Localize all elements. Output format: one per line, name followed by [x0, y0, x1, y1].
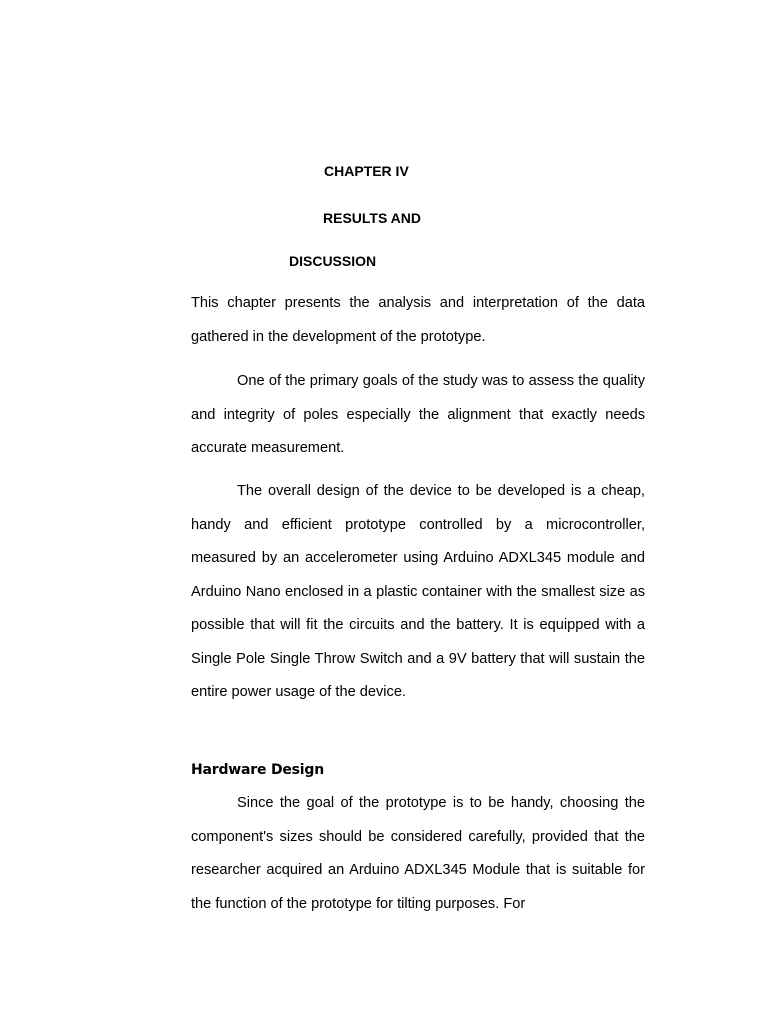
chapter-label: CHAPTER IV: [324, 163, 409, 179]
design-paragraph: The overall design of the device to be developed is a cheap, handy and efficient prototype controlled by a microcontroller, measured by an accelerometer using Arduino ADXL345 module and Arduino Nano enclosed in a plastic container with the smallest size as possible that will fit the circuits and the battery. It is equipped with a Single Pole Single Throw Switch and a 9V battery that will sustain the entire power usage of the device.: [191, 483, 645, 700]
intro-paragraph: This chapter presents the analysis and interpretation of the data gathered in the development of the prototype.: [191, 295, 645, 345]
hardware-paragraph: Since the goal of the prototype is to be handy, choosing the component's sizes should be considered carefully, provided that the researcher acquired an Arduino ADXL345 Module that is suitable for the function of the prototype for tilting purposes. For: [191, 795, 645, 912]
chapter-title-line-2: DISCUSSION: [289, 253, 377, 269]
chapter-title-line-1: RESULTS AND: [323, 210, 421, 226]
hardware-design-heading: Hardware Design: [191, 762, 324, 778]
goals-paragraph: One of the primary goals of the study was to assess the quality and integrity of poles especially the alignment that exactly needs accurate measurement.: [191, 373, 645, 456]
